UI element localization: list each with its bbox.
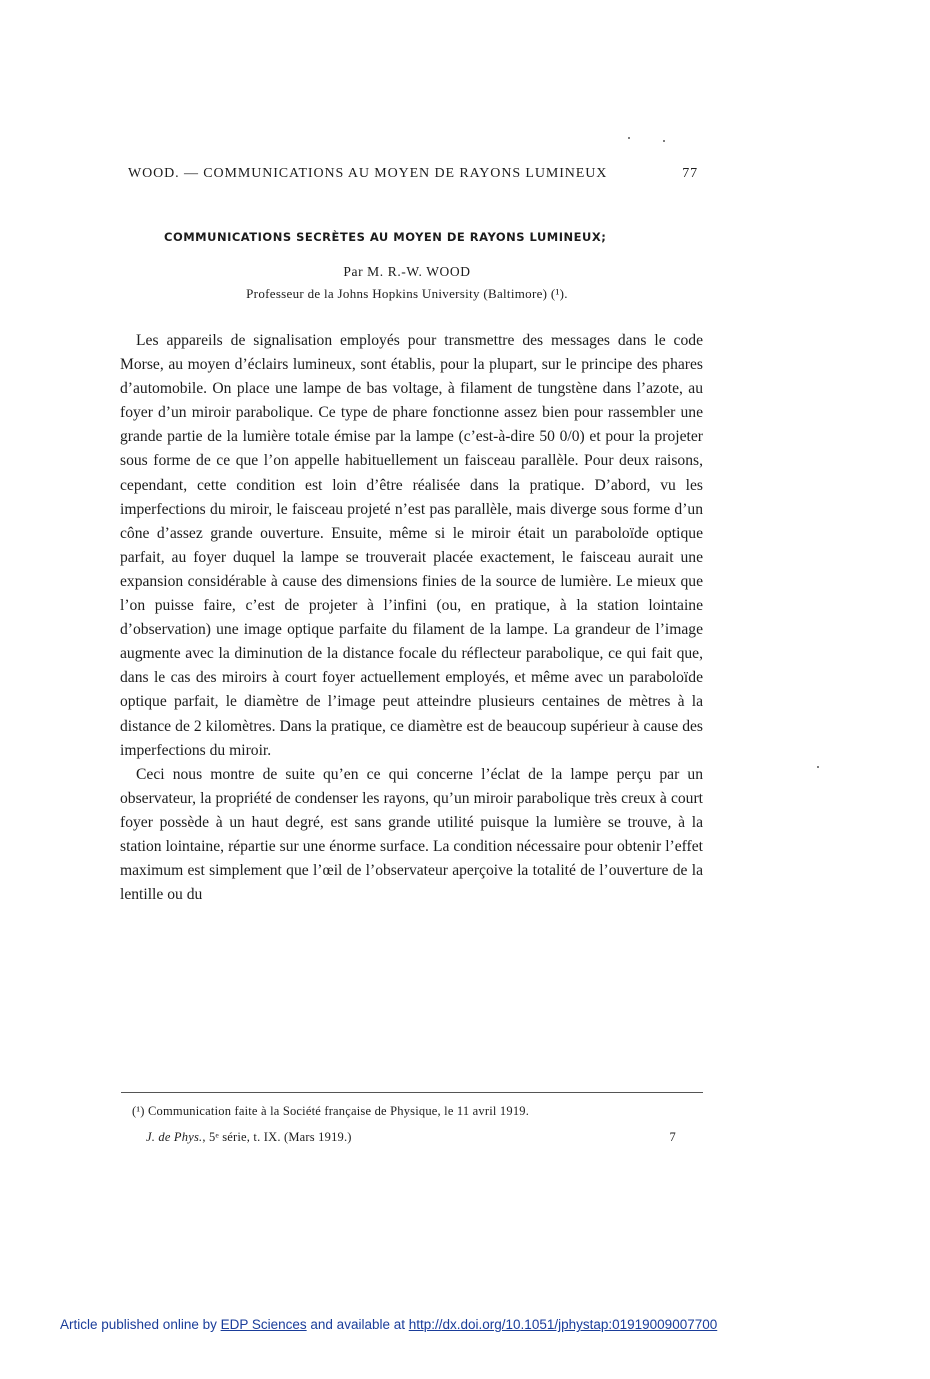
- footer-prefix: Article published online by: [60, 1317, 221, 1332]
- journal-details: , 5ᵉ série, t. IX. (Mars 1919.): [202, 1130, 352, 1144]
- author-affiliation: Professeur de la Johns Hopkins University (Baltimore) (¹).: [246, 286, 568, 301]
- footer-middle: and available at: [306, 1317, 409, 1332]
- journal-name: J. de Phys.: [146, 1130, 203, 1144]
- doi-link[interactable]: http://dx.doi.org/10.1051/jphystap:01919009007700: [408, 1317, 718, 1332]
- article-title: COMMUNICATIONS SECRÈTES AU MOYEN DE RAYONS LUMINEUX;: [164, 230, 607, 244]
- publisher-link[interactable]: EDP Sciences: [220, 1317, 307, 1332]
- sheet-number: 7: [669, 1130, 676, 1144]
- scan-speck: [663, 140, 665, 142]
- author-byline: Par M. R.-W. WOOD: [343, 264, 471, 279]
- journal-reference: [146, 1130, 676, 1145]
- page-number: 77: [682, 166, 698, 181]
- scan-speck: [817, 766, 819, 768]
- footnote: (¹) Communication faite à la Société française de Physique, le 11 avril 1919.: [132, 1104, 530, 1118]
- running-head: [128, 166, 698, 182]
- footnote-separator: [121, 1092, 703, 1093]
- running-head-title: WOOD. — COMMUNICATIONS AU MOYEN DE RAYONS LUMINEUX: [128, 166, 608, 181]
- body-paragraph-2: Ceci nous montre de suite qu’en ce qui concerne l’éclat de la lampe perçu par un observateur, la propriété de condenser les rayons, qu’un miroir parabolique très creux à court foyer possède à un haut degré, est sans grande utilité puisque la lumière se trouve, à la station lointaine, répartie sur une énorme surface. La condition nécessaire pour obtenir l’effet maximum est simplement que l’œil de l’observateur aperçoive la totalité de l’ouverture de la lentille ou du: [120, 765, 703, 904]
- publication-footer: [60, 1317, 880, 1332]
- scan-speck: [628, 137, 630, 139]
- article-body: [120, 329, 703, 907]
- body-paragraph-1: Les appareils de signalisation employés pour transmettre des messages dans le code Morse, au moyen d’éclairs lumineux, sont établis, pour la plupart, sur le principe des phares d’automobile. On place une lampe de bas voltage, à filament de tungstène dans l’azote, au foyer d’un miroir parabolique. Ce type de phare fonctionne assez bien pour rassembler une grande partie de la lumière totale émise par la lampe (c’est-à-dire 50 0/0) et pour la projeter sous forme de ce que l’on appelle habituellement un faisceau parallèle. Pour deux raisons, cependant, cette condition est loin d’être réalisée dans la pratique. D’abord, vu les imperfections du miroir, le faisceau projeté n’est pas parallèle, mais diverge sous forme d’un cône d’assez grande ouverture. Ensuite, même si le miroir était un paraboloïde optique parfait, au foyer duquel la lampe se trouverait placée exactement, le faisceau aurait une expansion considérable à cause des dimensions finies de la source de lumière. Le mieux que l’on puisse faire, c’est de projeter à l’infini (ou, en pratique, à la station lointaine d’observation) une image optique parfaite du filament de la lampe. La grandeur de l’image augmente avec la diminution de la distance focale du réflecteur parabolique, ce qui fait que, dans le cas des miroirs à court foyer actuellement employés, et même avec un paraboloïde optique parfait, le diamètre de l’image peut atteindre plusieurs centaines de mètres à la distance de 2 kilomètres. Dans la pratique, ce diamètre est de beaucoup supérieur à cause des imperfections du miroir.: [120, 332, 703, 759]
